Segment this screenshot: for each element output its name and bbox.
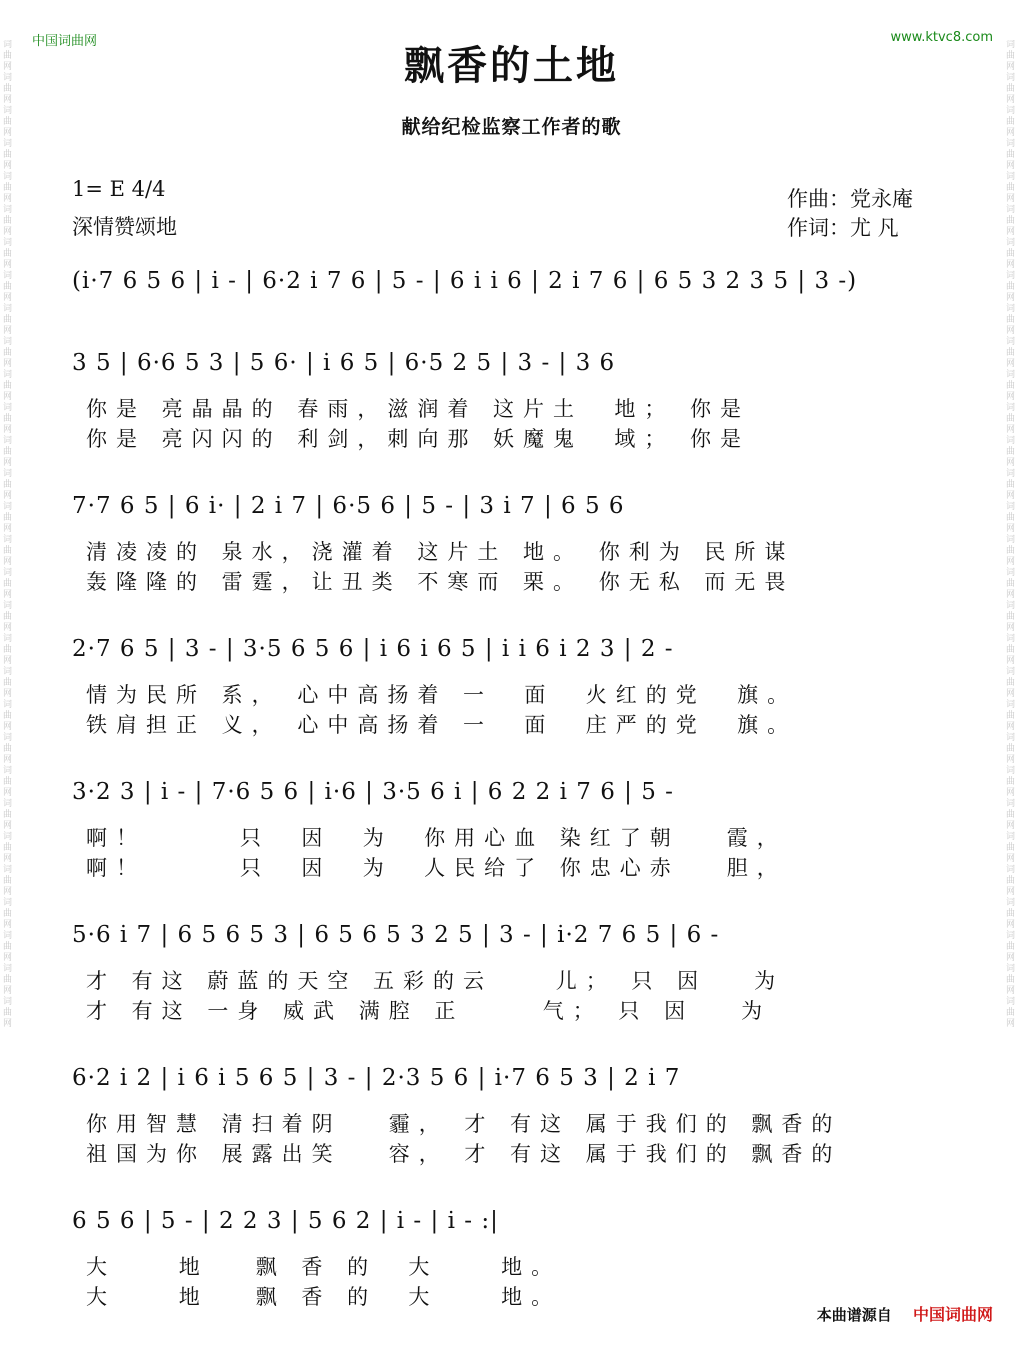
notation-line: 6 5 6 | 5 - | 2 2 3 | 5 6 2 | i - | i - :| (72, 1208, 499, 1234)
tempo-marking: 深情赞颂地 (72, 215, 177, 239)
lyric-verse-1: 清凌凌的 泉水，浇灌着 这片土 地。 你利为 民所谋 (86, 540, 795, 564)
lyric-verse-1: 情为民所 系， 心中高扬着 一 面 火红的党 旗。 (86, 683, 798, 707)
key-signature: 1= E 4/4 (72, 177, 166, 201)
site-name-left[interactable]: 中国词曲网 (32, 34, 98, 49)
notation-line: 5·6 i 7 | 6 5 6 5 3 | 6 5 6 5 3 2 5 | 3 - | i·2 7 6 5 | 6 - (72, 922, 720, 948)
notation-line: 6·2 i 2 | i 6 i 5 6 5 | 3 - | 2·3 5 6 | i·7 6 5 3 | 2 i 7 (72, 1065, 681, 1091)
notation-line: 3·2 3 | i - | 7·6 5 6 | i·6 | 3·5 6 i | 6 2 2 i 7 6 | 5 - (72, 779, 674, 805)
lyric-verse-2: 啊！ 只 因 为 人民给了 你忠心赤 胆， (86, 856, 787, 880)
lyric-verse-2: 祖国为你 展露出笑 容， 才 有这 属于我们的 飘香的 (86, 1142, 842, 1166)
lyric-verse-2: 铁肩担正 义， 心中高扬着 一 面 庄严的党 旗。 (86, 713, 798, 737)
lyric-verse-2: 大 地 飘 香 的 大 地。 (86, 1285, 562, 1309)
notation-line: 2·7 6 5 | 3 - | 3·5 6 5 6 | i 6 i 6 5 | i i 6 i 2 3 | 2 - (72, 636, 674, 662)
song-subtitle: 献给纪检监察工作者的歌 (401, 116, 622, 138)
lyric-verse-1: 你用智慧 清扫着阴 霾， 才 有这 属于我们的 飘香的 (86, 1112, 842, 1136)
notation-line: 3 5 | 6·6 5 3 | 5 6· | i 6 5 | 6·5 2 5 | 3 - | 3 6 (72, 350, 616, 376)
composer-credit: 作曲：党永庵 (787, 187, 913, 211)
lyric-verse-2: 轰隆隆的 雷霆，让丑类 不寒而 栗。 你无私 而无畏 (86, 570, 795, 594)
source-label: 本曲谱源自 (816, 1306, 892, 1324)
lyric-verse-2: 才 有这 一身 威武 满腔 正 气； 只 因 为 (86, 999, 772, 1023)
lyric-verse-1: 啊！ 只 因 为 你用心血 染红了朝 霞， (86, 826, 787, 850)
lyric-verse-1: 你是 亮晶晶的 春雨，滋润着 这片土 地； 你是 (86, 397, 751, 421)
notation-line: (i·7 6 5 6 | i - | 6·2 i 7 6 | 5 - | 6 i i 6 | 2 i 7 6 | 6 5 3 2 3 5 | 3 -) (72, 268, 858, 294)
song-title: 飘香的土地 (404, 42, 619, 89)
watermark-right: 词曲网 词曲网 词曲网 词曲网 词曲网 词曲网 词曲网 词曲网 词曲网 词曲网 词曲网 词曲网 词曲网 词曲网 词曲网 词曲网 词曲网 词曲网 词曲网 词曲网 词曲网 词曲网 词曲网 词曲网 词曲网 词曲网 词曲网 词曲网 词曲网 词曲网 (1006, 40, 1018, 1029)
lyric-verse-1: 才 有这 蔚蓝的天空 五彩的云 儿； 只 因 为 (86, 969, 785, 993)
watermark-left: 词曲网 词曲网 词曲网 词曲网 词曲网 词曲网 词曲网 词曲网 词曲网 词曲网 词曲网 词曲网 词曲网 词曲网 词曲网 词曲网 词曲网 词曲网 词曲网 词曲网 词曲网 词曲网 词曲网 词曲网 词曲网 词曲网 词曲网 词曲网 词曲网 词曲网 (3, 40, 15, 1029)
lyric-verse-1: 大 地 飘 香 的 大 地。 (86, 1255, 562, 1279)
lyric-verse-2: 你是 亮闪闪的 利剑，刺向那 妖魔鬼 域； 你是 (86, 427, 751, 451)
source-footer (817, 1302, 993, 1325)
site-url-right[interactable]: www.ktvc8.com (890, 30, 993, 45)
source-brand-link[interactable]: 中国词曲网 (912, 1305, 993, 1324)
lyricist-credit: 作词：尤 凡 (787, 216, 899, 240)
notation-line: 7·7 6 5 | 6 i· | 2 i 7 | 6·5 6 | 5 - | 3 i 7 | 6 5 6 (72, 493, 625, 519)
